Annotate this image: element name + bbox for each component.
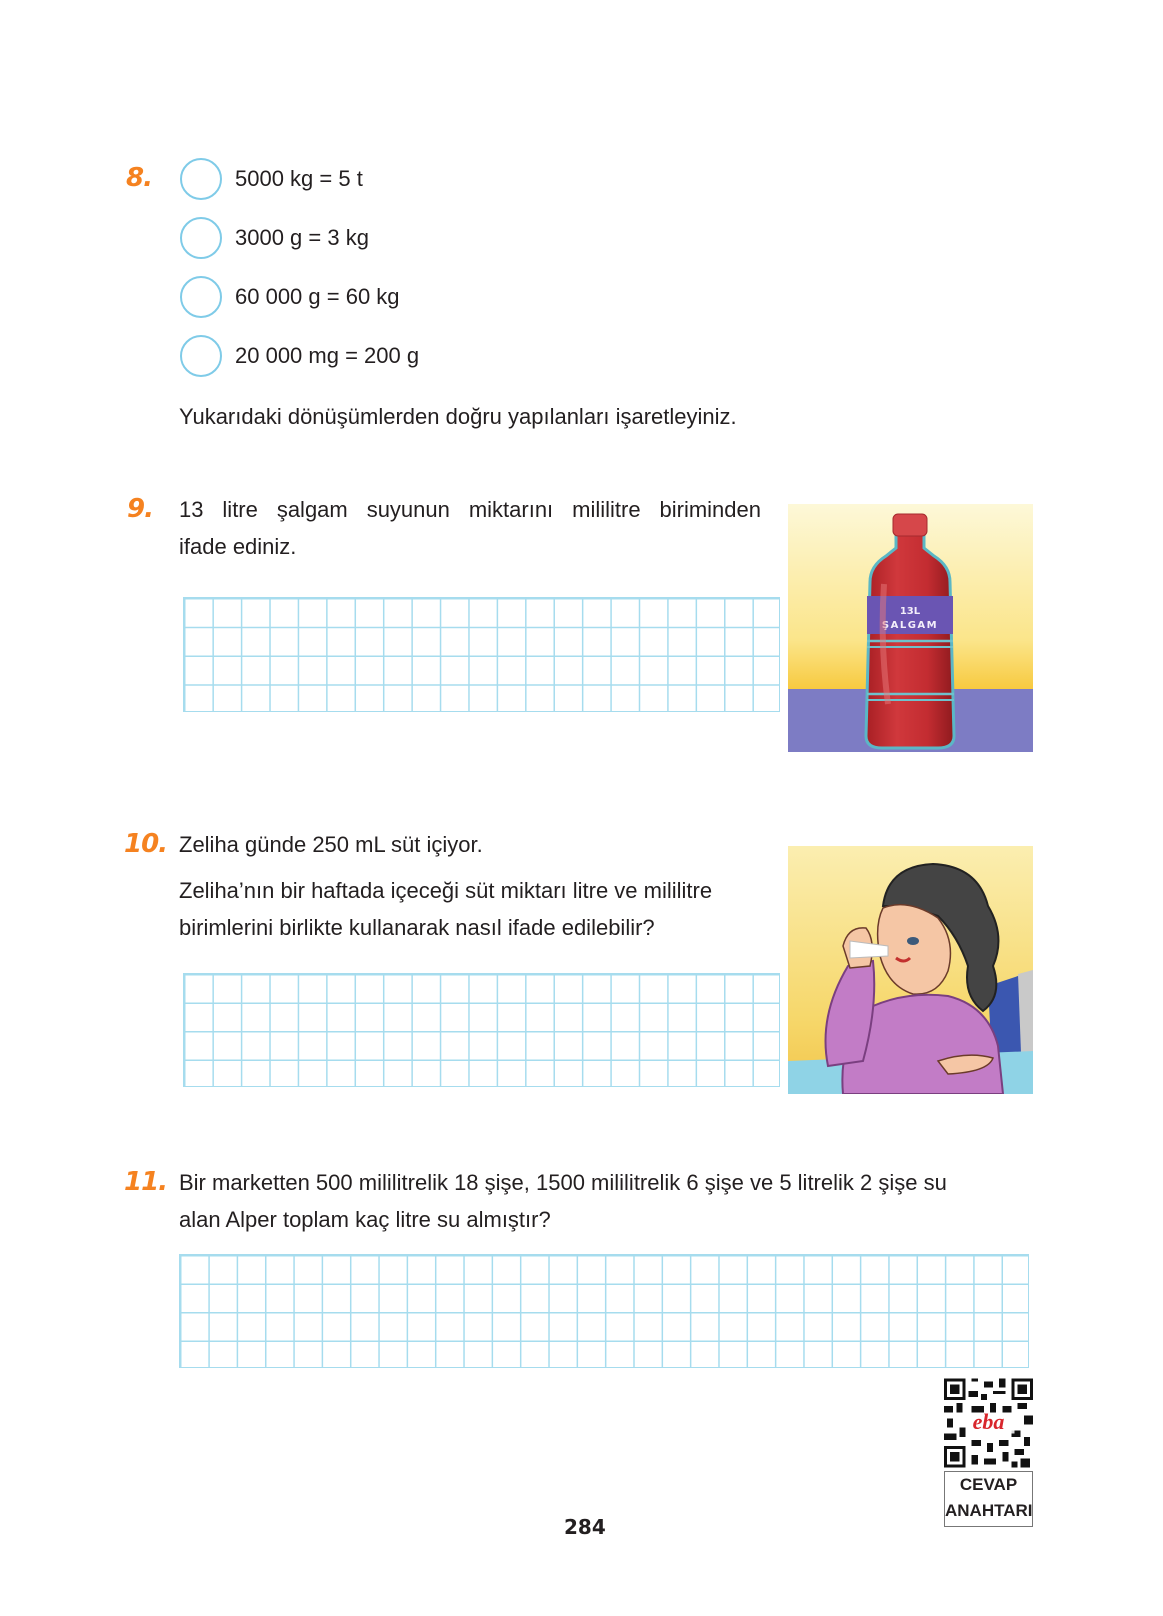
eba-logo: eba (972, 1409, 1005, 1434)
answer-grid-q9[interactable] (183, 597, 780, 712)
option-checkbox-2[interactable] (180, 217, 222, 259)
svg-text:13L: 13L (899, 606, 921, 617)
option-text-1: 5000 kg = 5 t (235, 166, 363, 191)
question-10-number: 10. (124, 829, 168, 859)
answer-key-line-2: ANAHTARI (945, 1501, 1033, 1520)
question-9-number: 9. (127, 494, 153, 524)
answer-key-qr-code[interactable] (944, 1378, 1033, 1468)
question-9-text-line-1: 13 litre şalgam suyunun miktarını mililitre biriminden (179, 497, 761, 522)
svg-text:ŞALGAM: ŞALGAM (881, 620, 939, 631)
option-text-3: 60 000 g = 60 kg (235, 284, 400, 309)
answer-key-line-1: CEVAP (959, 1475, 1018, 1494)
question-10-text-line-2: Zeliha’nın bir haftada içeceği süt miktarı litre ve mililitre (179, 878, 713, 903)
page-number: 284 (564, 1515, 606, 1539)
question-11-text-line-1: Bir marketten 500 mililitrelik 18 şişe, 1500 mililitrelik 6 şişe ve 5 litrelik 2 şişe su (179, 1170, 947, 1195)
question-10-text-line-1: Zeliha günde 250 mL süt içiyor. (179, 832, 483, 857)
option-checkbox-1[interactable] (180, 158, 222, 200)
girl-drinking-milk-image (788, 846, 1033, 1094)
answer-key-label[interactable] (944, 1471, 1033, 1527)
answer-grid-q11[interactable] (179, 1254, 1029, 1368)
question-10-text-line-3: birimlerini birlikte kullanarak nasıl ifade edilebilir? (179, 915, 655, 940)
answer-grid-q10[interactable] (183, 973, 780, 1087)
option-text-2: 3000 g = 3 kg (235, 225, 369, 250)
question-9-text-line-2: ifade ediniz. (179, 534, 297, 559)
option-text-4: 20 000 mg = 200 g (235, 343, 420, 368)
question-8-instruction: Yukarıdaki dönüşümlerden doğru yapılanları işaretleyiniz. (179, 404, 737, 429)
question-11-text-line-2: alan Alper toplam kaç litre su almıştır? (179, 1207, 551, 1232)
question-8-number: 8. (126, 163, 152, 193)
option-checkbox-4[interactable] (180, 335, 222, 377)
question-11-number: 11. (124, 1167, 168, 1197)
option-checkbox-3[interactable] (180, 276, 222, 318)
salgam-bottle-image (788, 504, 1033, 752)
